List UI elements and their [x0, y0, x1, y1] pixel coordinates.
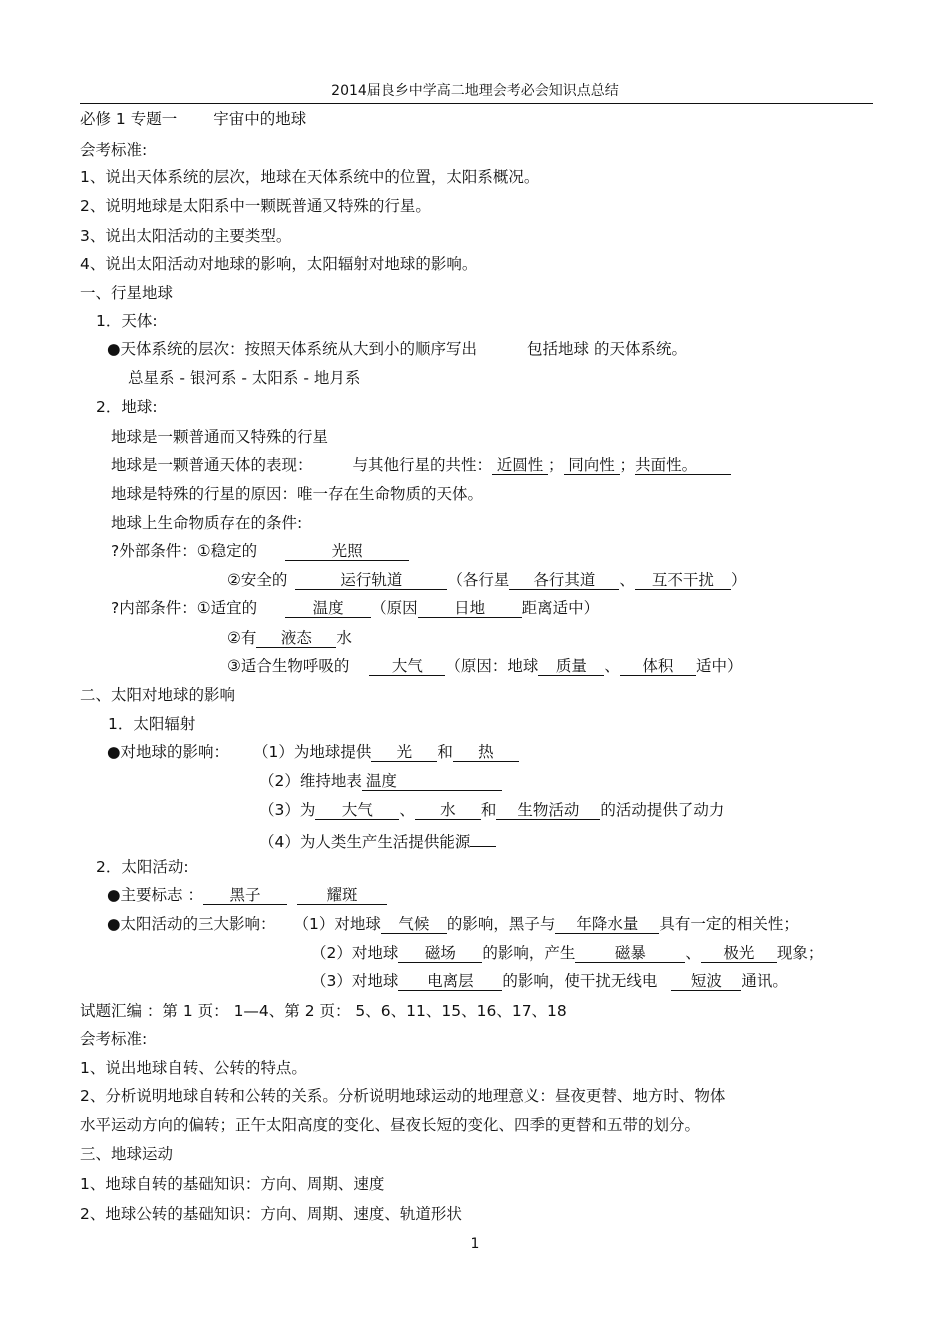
activity-effect-2: （2）对地球 磁场 的影响，产生 磁暴 、 极光 现象；: [311, 944, 824, 962]
exercise-reference: 试题汇编 ：第 1 页： 1—4、第 2 页： 5、6、11、15、16、17、18: [80, 1002, 567, 1020]
standard2-item-2b: 水平运动方向的偏转；正午太阳高度的变化、昼夜长短的变化、四季的更替和五带的划分。: [80, 1116, 701, 1134]
section-title-topic: 宇宙中的地球: [213, 110, 307, 128]
fill-blank: 光: [371, 743, 437, 762]
fill-blank: 各行其道: [509, 571, 619, 590]
section-title-course: 必修 1 专题一: [80, 110, 178, 128]
radiation-effect-3: （3）为 大气 、 水 和 生物活动 的活动提供了动力: [259, 801, 725, 819]
standard2-item-2a: 2、分析说明地球自转和公转的关系。分析说明地球运动的地理意义：昼夜更替、地方时、物体: [80, 1087, 726, 1105]
special-reason: 地球是特殊的行星的原因：唯一存在生命物质的天体。: [111, 485, 484, 503]
earth-statement: 地球是一颗普通而又特殊的行星: [111, 428, 329, 446]
life-conditions: 地球上生命物质存在的条件:: [111, 514, 303, 532]
standard-item-3: 3、说出太阳活动的主要类型。: [80, 227, 292, 245]
fill-blank: 耀斑: [297, 886, 387, 905]
fill-blank: 大气: [315, 801, 399, 820]
page-number: 1: [470, 1236, 480, 1252]
fill-blank: 温度: [285, 599, 371, 618]
hierarchy-answer: 总星系 - 银河系 - 太阳系 - 地月系: [128, 369, 361, 387]
main-signs: ●主要标志 ： 黑子 耀斑: [107, 885, 387, 905]
part3-heading: 三、地球运动: [80, 1145, 174, 1163]
activity-effect-3: （3）对地球 电离层 的影响，使干扰无线电 短波 通讯。: [311, 972, 788, 990]
part2-heading: 二、太阳对地球的影响: [80, 686, 236, 704]
standard-item-1: 1、说出天体系统的层次，地球在天体系统中的位置，太阳系概况。: [80, 168, 540, 186]
external-condition-1: ?外部条件：①稳定的 光照: [111, 541, 409, 561]
fill-blank: 同向性: [564, 456, 620, 475]
internal-condition-1: ?内部条件：①适宜的 温度 （原因 日地 距离适中）: [111, 599, 600, 617]
fill-blank: 大气: [369, 657, 445, 676]
fill-blank: 黑子: [203, 886, 287, 905]
fill-blank: 磁暴: [575, 944, 685, 963]
standard2-item-1: 1、说出地球自转、公转的特点。: [80, 1059, 307, 1077]
fill-blank: 气候: [381, 915, 447, 934]
radiation-effect-2: （2）维持地表 温度: [259, 771, 502, 791]
page-header-title: 2014届良乡中学高二地理会考必会知识点总结: [331, 83, 619, 99]
part2-sub2: 2．太阳活动:: [96, 858, 189, 876]
external-condition-2: ②安全的 运行轨道 （各行星 各行其道 、 互不干扰 ）: [227, 571, 747, 589]
fill-blank: 近圆性: [492, 456, 548, 475]
internal-condition-3: ③适合生物呼吸的 大气 （原因：地球 质量 、 体积 适中）: [227, 657, 743, 675]
part1-sub1: 1．天体:: [96, 312, 158, 330]
fill-blank: 共面性。: [635, 456, 731, 475]
fill-blank: 热: [453, 743, 519, 762]
activity-effect-1: ●太阳活动的三大影响： （1）对地球 气候 的影响，黑子与 年降水量 具有一定的相关性；: [107, 915, 799, 933]
common-traits-line: 地球是一颗普通天体的表现： 与其他行星的共性： 近圆性 ； 同向性 ；共面性。: [111, 455, 731, 475]
fill-blank: 年降水量: [555, 915, 659, 934]
radiation-effect-1: ●对地球的影响： （1）为地球提供 光 和 热: [107, 742, 519, 762]
revolution-basics: 2、地球公转的基础知识：方向、周期、速度、轨道形状: [80, 1205, 462, 1223]
fill-blank: 温度: [362, 772, 502, 791]
fill-blank: 液态: [256, 629, 336, 648]
radiation-effect-4: （4）为人类生产生活提供能源: [259, 828, 496, 848]
fill-blank: 日地: [418, 599, 522, 618]
fill-blank: [470, 828, 496, 847]
part2-sub1: 1．太阳辐射: [108, 715, 196, 733]
fill-blank: 磁场: [398, 944, 482, 963]
internal-condition-2: ②有 液态 水: [227, 629, 352, 647]
standard-item-4: 4、说出太阳活动对地球的影响，太阳辐射对地球的影响。: [80, 255, 478, 273]
section-title: [80, 109, 306, 129]
part1-heading: 一、行星地球: [80, 284, 174, 302]
standards-label-2: 会考标准:: [80, 1030, 148, 1048]
fill-blank: 水: [415, 801, 481, 820]
hierarchy-question: ●天体系统的层次：按照天体系统从大到小的顺序写出 包括地球 的天体系统。: [107, 340, 687, 358]
standard-item-2: 2、说明地球是太阳系中一颗既普通又特殊的行星。: [80, 197, 431, 215]
fill-blank: 运行轨道: [295, 571, 447, 590]
fill-blank: 电离层: [398, 972, 502, 991]
fill-blank: 互不干扰: [635, 571, 731, 590]
fill-blank: 质量: [538, 657, 604, 676]
fill-blank: 体积: [620, 657, 696, 676]
part1-sub2: 2．地球:: [96, 398, 158, 416]
fill-blank: 极光: [701, 944, 777, 963]
fill-blank: 生物活动: [496, 801, 600, 820]
fill-blank: 光照: [285, 542, 409, 561]
header-divider: [80, 103, 873, 104]
rotation-basics: 1、地球自转的基础知识：方向、周期、速度: [80, 1175, 385, 1193]
standards-label: 会考标准:: [80, 141, 148, 159]
fill-blank: 短波: [671, 972, 741, 991]
